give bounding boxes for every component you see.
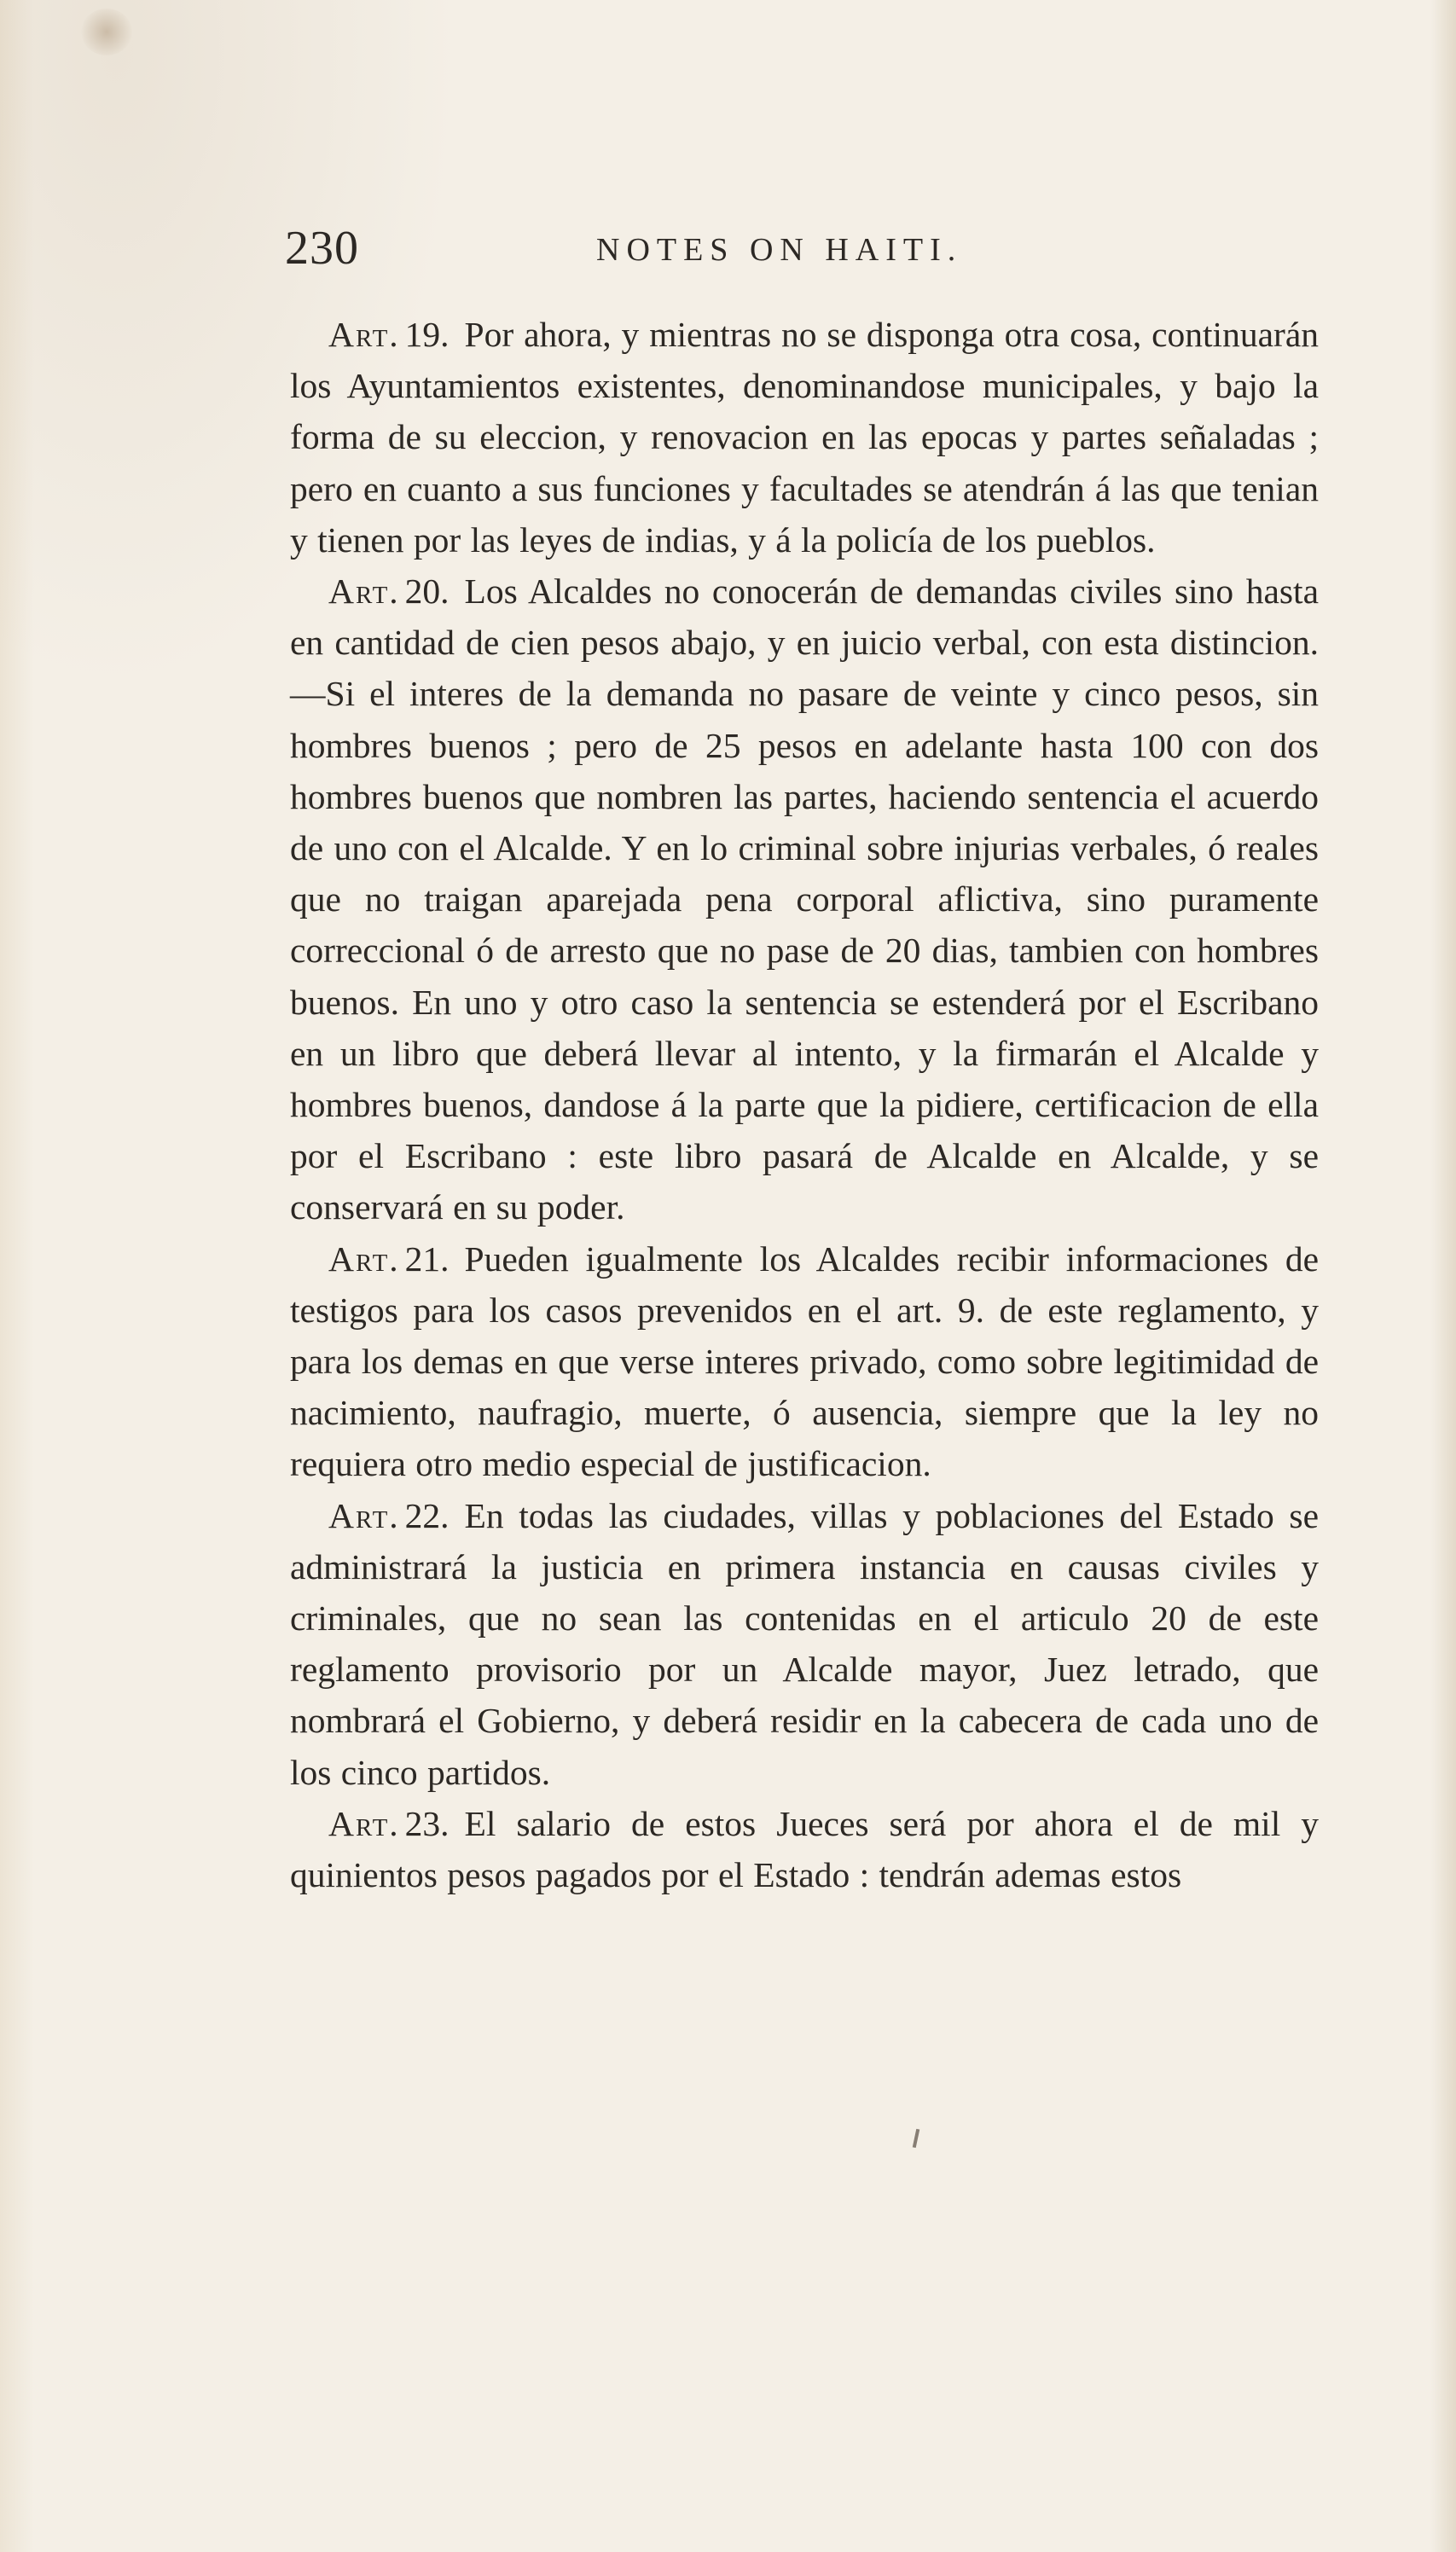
article-number: 21. [404,1238,450,1279]
article-text: En todas las ciudades, villas y poblaciones del Estado se administrará la justicia en primera instancia en causas civiles y criminales, que no sean las contenidas en el articulo 20 de este reglamento provisorio por un Alcalde mayor, Juez letrado, que nombrará el Gobierno, y deberá residir en la cabecera de cada uno de los cinco partidos. [290,1495,1319,1792]
article-heading [328,1239,450,1279]
article-21 [290,1233,1319,1490]
ink-mark [913,2129,919,2148]
article-23 [290,1798,1319,1900]
article-20 [290,566,1319,1233]
page-number: 230 [285,222,359,275]
article-heading [328,571,450,611]
article-heading [328,1804,450,1843]
article-heading [328,315,450,354]
running-title: NOTES ON HAITI. [596,232,963,268]
article-label: Art. [328,315,400,354]
paper-stain [81,9,132,55]
article-label: Art. [328,1803,400,1843]
article-text: El salario de estos Jueces será por ahora el de mil y quinientos pesos pagados por el Estado : tendrán ademas estos [290,1803,1319,1895]
article-text: Por ahora, y mientras no se disponga otra cosa, continuarán los Ayuntamientos existentes, denominandose municipales, y bajo la forma de su eleccion, y renovacion en las epocas y partes señaladas ; pero en cuanto a sus funciones y facultades se atendrán á las que tenian y tienen por las leyes de indias, y á la policía de los pueblos. [290,315,1319,560]
article-text: Los Alcaldes no conocerán de demandas civiles sino hasta en cantidad de cien pesos abajo, y en juicio verbal, con esta distincion.—Si el interes de la demanda no pasare de veinte y cinco pesos, sin hombres buenos ; pero de 25 pesos en adelante hasta 100 con dos hombres buenos que nombren las partes, haciendo sentencia el acuerdo de uno con el Alcalde. Y en lo criminal sobre injurias verbales, ó reales que no traigan aparejada pena corporal aflictiva, sino puramente correccional ó de arresto que no pase de 20 dias, tambien con hombres buenos. En uno y otro caso la sentencia se estenderá por el Escribano en un libro que deberá llevar al intento, y la firmarán el Alcalde y hombres buenos, dandose á la parte que la pidiere, certificacion de ella por el Escribano : este libro pasará de Alcalde en Alcalde, y se conservará en su poder. [290,571,1319,1227]
article-label: Art. [328,1238,400,1279]
article-text: Pueden igualmente los Alcaldes recibir informaciones de testigos para los casos prevenidos en el art. 9. de este reglamento, y para los demas en que verse interes privado, como sobre legitimidad de nacimiento, naufragio, muerte, ó ausencia, siempre que la ley no requiera otro medio especial de justificacion. [290,1238,1319,1484]
article-heading [328,1496,450,1535]
page-header [285,218,1317,279]
article-22 [290,1490,1319,1798]
body-text [290,309,1319,1900]
article-number: 19. [404,315,450,354]
article-label: Art. [328,571,400,612]
article-number: 20. [404,571,450,612]
article-label: Art. [328,1495,400,1535]
article-number: 22. [404,1495,450,1535]
article-19 [290,309,1319,566]
article-number: 23. [404,1803,450,1843]
